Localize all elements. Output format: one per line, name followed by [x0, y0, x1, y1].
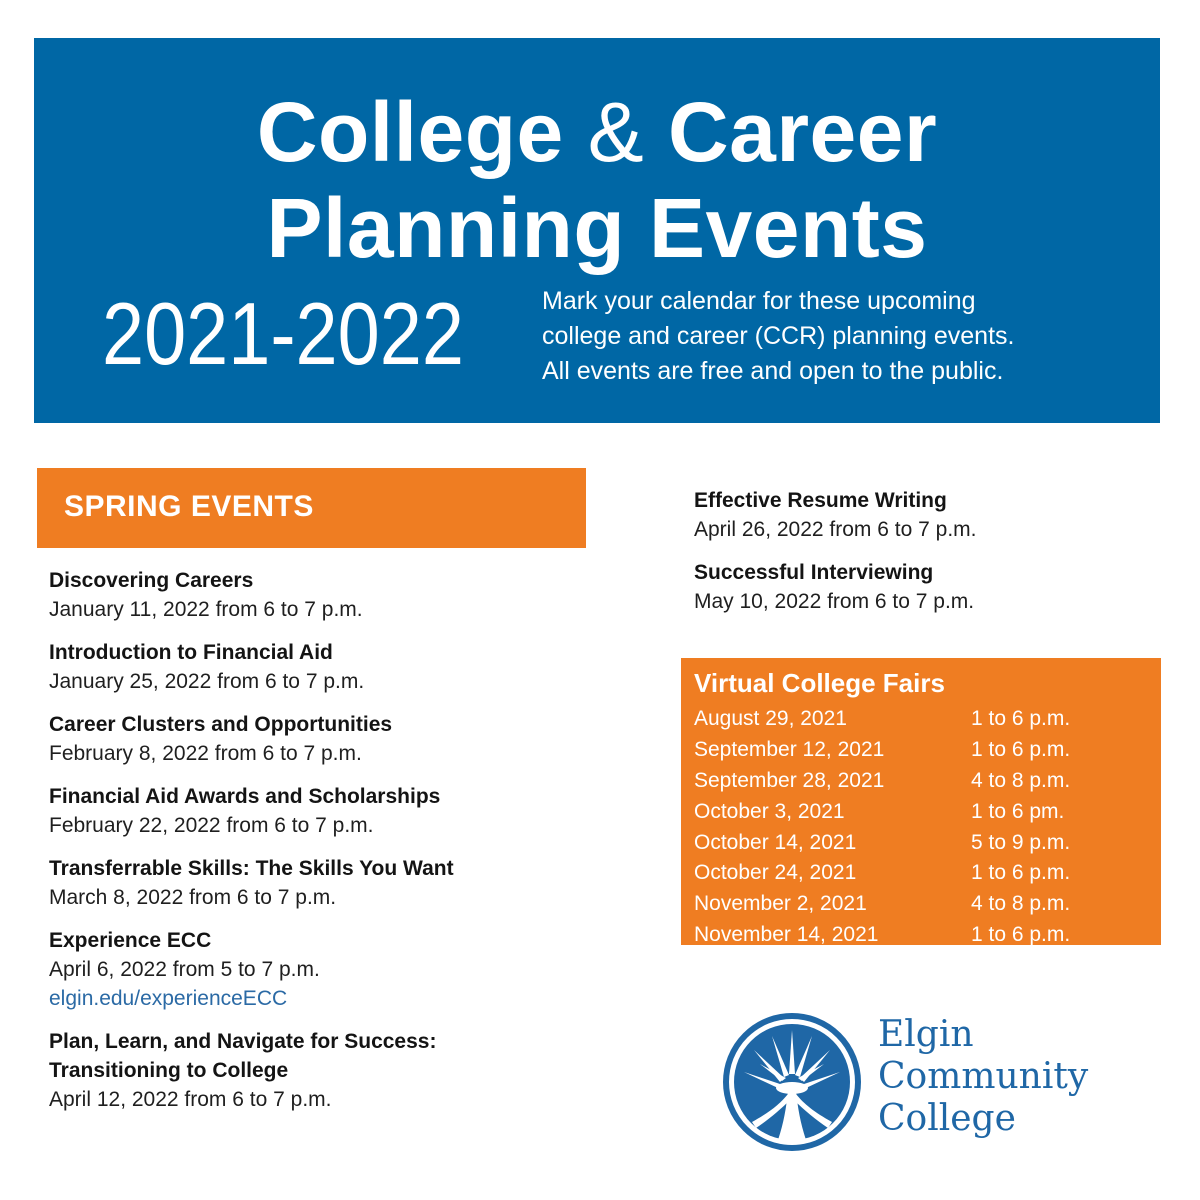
event-item: [49, 782, 609, 840]
fair-row: [694, 858, 1154, 889]
event-item: [49, 1027, 609, 1114]
fair-date: October 14, 2021: [694, 830, 857, 854]
logo-line: Elgin: [878, 1014, 974, 1055]
fair-time: 4 to 8 p.m.: [971, 892, 1071, 916]
event-item: [694, 558, 1154, 616]
fair-date: September 28, 2021: [694, 768, 885, 792]
fair-time: 1 to 6 p.m.: [971, 737, 1071, 761]
fair-date: October 24, 2021: [694, 861, 857, 885]
fair-time: 5 to 9 p.m.: [971, 830, 1071, 854]
intro-line: college and career (CCR) planning events.: [542, 322, 1015, 350]
spring-events-label: SPRING EVENTS: [64, 490, 314, 523]
spring-events-list-left: [49, 566, 609, 1128]
event-item: [694, 486, 1154, 544]
event-title: Experience ECC: [49, 929, 212, 952]
fairs-heading: Virtual College Fairs: [694, 668, 945, 698]
event-date: February 8, 2022 from 6 to 7 p.m.: [49, 742, 362, 765]
event-item: [49, 638, 609, 696]
fair-row: [694, 735, 1154, 766]
page-title: [34, 84, 1160, 276]
event-title: Career Clusters and Opportunities: [49, 713, 393, 736]
elgin-community-college-logo: [722, 1012, 1142, 1152]
event-date: February 22, 2022 from 6 to 7 p.m.: [49, 814, 374, 837]
experience-ecc-link[interactable]: elgin.edu/experienceECC: [49, 987, 288, 1010]
title-word-college: College: [256, 85, 564, 179]
fair-time: 1 to 6 p.m.: [971, 923, 1071, 947]
intro-text: [542, 284, 1142, 389]
event-date: March 8, 2022 from 6 to 7 p.m.: [49, 886, 337, 909]
fair-time: 4 to 8 p.m.: [971, 768, 1071, 792]
event-date: April 12, 2022 from 6 to 7 p.m.: [49, 1088, 332, 1111]
event-date: April 26, 2022 from 6 to 7 p.m.: [694, 518, 977, 541]
event-date: May 10, 2022 from 6 to 7 p.m.: [694, 590, 975, 613]
event-title: Plan, Learn, and Navigate for Success:: [49, 1030, 437, 1053]
event-date: April 6, 2022 from 5 to 7 p.m.: [49, 958, 320, 981]
fair-date: November 2, 2021: [694, 892, 867, 916]
fairs-table: [694, 704, 1154, 951]
event-item: [49, 710, 609, 768]
event-title: Effective Resume Writing: [694, 489, 947, 512]
fair-row: [694, 766, 1154, 797]
logo-line: Community: [878, 1056, 1089, 1097]
fair-row: [694, 889, 1154, 920]
intro-line: Mark your calendar for these upcoming: [542, 287, 976, 315]
fair-row: [694, 920, 1154, 951]
title-ampersand: &: [587, 85, 645, 179]
virtual-college-fairs-box: [681, 658, 1161, 945]
event-title: Discovering Careers: [49, 569, 254, 592]
fair-row: [694, 828, 1154, 859]
event-title: Transferrable Skills: The Skills You Want: [49, 857, 454, 880]
event-date: January 11, 2022 from 6 to 7 p.m.: [49, 598, 363, 621]
spring-events-list-right: [694, 486, 1154, 630]
logo-wordmark: [878, 1014, 1088, 1140]
event-item: [49, 926, 609, 1013]
fair-row: [694, 797, 1154, 828]
event-title: Introduction to Financial Aid: [49, 641, 333, 664]
intro-line: All events are free and open to the public.: [542, 357, 1004, 385]
fair-date: September 12, 2021: [694, 737, 885, 761]
fair-time: 1 to 6 pm.: [971, 799, 1065, 823]
event-item: [49, 854, 609, 912]
title-word-career: Career: [667, 85, 938, 179]
fair-date: August 29, 2021: [694, 707, 847, 730]
spring-events-heading: [37, 468, 586, 548]
year-range: 2021-2022: [102, 284, 464, 383]
fair-date: November 14, 2021: [694, 923, 879, 947]
event-title: Financial Aid Awards and Scholarships: [49, 785, 441, 808]
logo-line: College: [878, 1098, 1016, 1139]
header-banner: [34, 38, 1160, 423]
elgin-tree-icon: [722, 1012, 862, 1152]
event-title-line-2: Transitioning to College: [49, 1059, 289, 1082]
title-line-2: Planning Events: [266, 181, 928, 275]
fair-time: 1 to 6 p.m.: [971, 707, 1071, 730]
event-item: [49, 566, 609, 624]
fair-row: [694, 704, 1154, 735]
event-date: January 25, 2022 from 6 to 7 p.m.: [49, 670, 365, 693]
fair-date: October 3, 2021: [694, 799, 845, 823]
event-title: Successful Interviewing: [694, 561, 934, 584]
fair-time: 1 to 6 p.m.: [971, 861, 1071, 885]
